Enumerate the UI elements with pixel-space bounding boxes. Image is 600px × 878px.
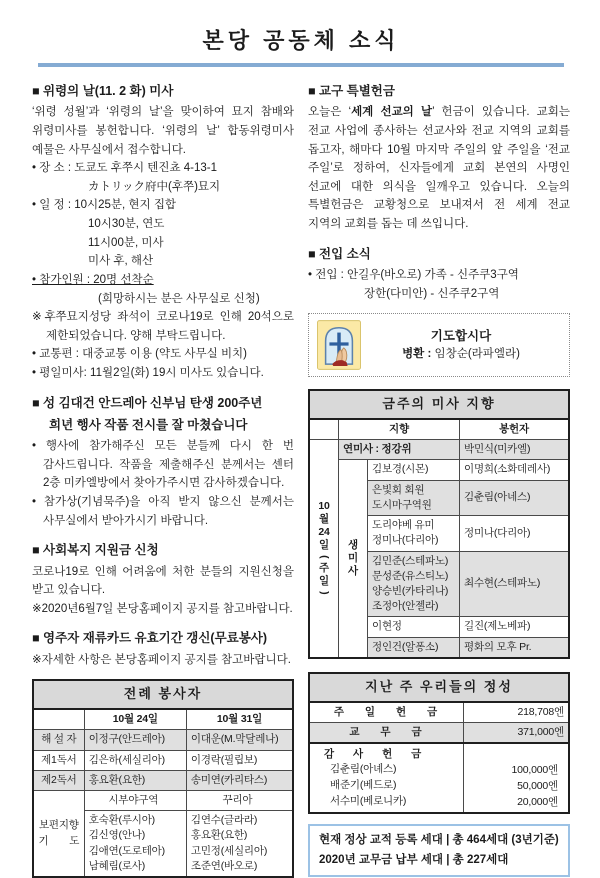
pray-box-value: 임창순(라파엘라) [434, 347, 520, 360]
mass-intention: 이현정 [368, 617, 460, 637]
mass-offerer: 평화의 모후 Pr. [460, 637, 570, 658]
thanks-value: 50,000엔 [517, 779, 558, 792]
liturgy-name: 홍요환(요한) [84, 770, 186, 790]
memorial-participants-note: (희망하시는 분은 사무실로 신청) [98, 292, 260, 305]
table-row [33, 730, 293, 750]
section-memorial-day [32, 81, 294, 383]
liturgy-prayer-role [33, 790, 84, 877]
thanks-offering-cell [309, 743, 464, 813]
anniversary-item: • 행사에 참가해주신 모든 분들께 다시 한 번 감사드립니다. 작품을 제출해주신 분께서는 센터 2층 미카엘방에서 찾아가주시면 감사하겠습니다. [32, 440, 294, 490]
household-stats-box [308, 824, 570, 876]
residence-note: ※자세한 사항은 본당홈페이지 공지를 참고바랍니다. [32, 653, 291, 666]
table-row [309, 440, 569, 460]
mass-table-title-row [309, 390, 569, 419]
offering-table-title-row [309, 673, 569, 702]
mass-intention: 은빛회 회원 도시마구역원 [368, 480, 460, 515]
liturgy-group: 시부야구역 [84, 790, 186, 810]
table-row [309, 743, 569, 813]
welfare-heading: ■ 사회복지 지원금 신청 [32, 543, 159, 558]
liturgy-table-title-row [33, 680, 293, 709]
pray-box-label: 병환 : [402, 347, 432, 360]
thanks-spacer [464, 746, 568, 763]
liturgy-name: 이정구(안드레아) [84, 730, 186, 750]
special-offering-heading: ■ 교구 특별헌금 [308, 84, 395, 98]
page-title: 본당 공동체 소식 [202, 28, 400, 53]
mass-header-row [309, 419, 569, 440]
liturgy-role: 해 설 자 [33, 730, 84, 750]
memorial-covid-note: ※후쭈묘지성당 좌석이 코로나19로 인해 20석으로 제한되었습니다. 양해 부탁드립니다. [32, 311, 294, 342]
household-stats-line1: 현재 정상 교적 등록 세대 | 총 464세대 (3년기준) [319, 834, 559, 847]
offering-label: 교 무 금 [309, 722, 464, 743]
mass-offerer: 길진(제노베파) [460, 617, 570, 637]
mass-intention: 도리야베 유미 정미나(다리아) [368, 516, 460, 551]
memorial-schedule-line: 미사 후, 해산 [88, 255, 154, 268]
memorial-heading: ■ 위령의 날(11. 2 화) 미사 [32, 84, 174, 98]
household-stats-line2: 2020년 교무금 납부 세대 | 총 227세대 [319, 854, 509, 867]
mass-requiem-intention: 연미사 : 정강위 [339, 440, 460, 460]
weekly-offering-table [308, 672, 570, 815]
thanks-value: 20,000엔 [517, 795, 558, 808]
liturgy-prayer-names-a [84, 811, 186, 877]
liturgy-group: 꾸리아 [186, 790, 293, 810]
liturgy-header-date2: 10월 31일 [186, 709, 293, 730]
mass-offerer: 김춘림(아네스) [460, 480, 570, 515]
special-offering-body [308, 103, 570, 233]
special-offering-text: 오늘은 ‘ [308, 106, 352, 119]
memorial-weekday-mass: • 평일미사: 11월2일(화) 19시 미사도 있습니다. [32, 367, 264, 379]
table-row [33, 770, 293, 790]
liturgy-name: 김연수(글라라) [190, 814, 258, 827]
welfare-body: 코로나19로 인해 어려움에 처한 분들의 지원신청을 받고 있습니다. [32, 565, 294, 597]
liturgy-name: 이경락(필립보) [186, 750, 293, 770]
liturgy-name: 남혜림(로사) [88, 859, 145, 872]
mass-requiem-offerer: 박민식(미카엘) [460, 440, 570, 460]
pray-box-title: 기도합시다 [430, 329, 492, 344]
memorial-schedule-line: 10시30분, 연도 [88, 218, 165, 230]
liturgy-prayer-role-line2: 기 도 [38, 834, 80, 847]
residence-heading: ■ 영주자 재류카드 유효기간 갱신(무료봉사) [32, 631, 268, 646]
left-column [32, 77, 294, 878]
mass-date-cell: 10 월 24 일 ( 주 일 ) [309, 440, 339, 658]
mass-table-title: 금주의 미사 지향 [309, 390, 569, 419]
special-offering-text: ’ 헌금이 있습니다. 교회는 전교 사업에 종사하는 선교사와 전교 지역의 교회를 돕고자, 해마다 10월 마지막 주일의 앞 주일을 ‘전교 주일’로 정하여, 신자들에게 교회 본연의 사명인 선교에 대한 의식을 일깨우고 있습니다. 오늘의 특별헌금은 교황청으로 보내져서 전 세계 전교 지역의 교회를 돕는 데 쓰입니다. [308, 106, 571, 230]
anniversary-item: • 참가상(기념묵주)을 아직 받지 않으신 분께서는 사무실에서 받아가시기 바랍니다. [32, 496, 294, 527]
special-offering-bold: 세계 선교의 날 [351, 106, 433, 119]
memorial-place-detail: カトリック府中(후쭈)묘지 [88, 180, 221, 193]
offering-value: 371,000엔 [464, 722, 570, 743]
memorial-schedule-line: 11시00분, 미사 [88, 236, 164, 249]
liturgy-header-empty [33, 709, 84, 730]
transfer-heading: ■ 전입 소식 [308, 246, 371, 261]
offering-label: 주 일 헌 금 [309, 702, 464, 723]
table-row [309, 460, 569, 480]
columns [32, 77, 570, 878]
liturgy-prayer-names-b [186, 811, 293, 877]
liturgy-name: 김신영(안나) [88, 829, 145, 842]
thanks-offering-label: 감 사 헌 금 [324, 747, 424, 760]
offering-table-title: 지난 주 우리들의 정성 [309, 673, 569, 702]
thanks-value: 100,000엔 [511, 764, 558, 777]
mass-intention: 김보경(시몬) [368, 460, 460, 480]
section-welfare [32, 540, 294, 618]
title-underline [38, 63, 564, 67]
pray-box-text [361, 327, 561, 363]
stained-glass-prayer-icon [317, 320, 361, 370]
thanks-name: 서수미(베로니카) [330, 794, 407, 807]
memorial-transport: • 교통편 : 대중교통 이용 (약도 사무실 비치) [32, 348, 247, 361]
liturgy-name: 김은하(세실리아) [84, 750, 186, 770]
table-row [309, 702, 569, 723]
mass-intention: 정인건(알퐁소) [368, 637, 460, 658]
table-row [33, 750, 293, 770]
pray-box-line [361, 346, 561, 363]
mass-header-intention: 지향 [339, 419, 460, 440]
transfer-line2: 장한(다미안) - 신주쿠2구역 [364, 287, 500, 300]
liturgy-name: 호숙환(루시아) [88, 814, 155, 827]
liturgy-header-row [33, 709, 293, 730]
liturgy-name: 홍요환(요한) [190, 829, 248, 842]
memorial-intro: ‘위령 성월’과 ‘위령의 날’을 맞이하여 묘지 참배와 위령미사를 봉헌합니다. ‘위령의 날’ 합동위령미사 예물은 사무실에서 접수합니다. [32, 106, 294, 156]
memorial-place: • 장 소 : 도쿄도 후쭈시 텐진쵸 4-13-1 [32, 162, 218, 175]
mass-intention-table [308, 389, 570, 659]
liturgy-volunteers-table [32, 679, 294, 878]
mass-intention: 김민준(스테파노) 문성준(유스티노) 양승빈(카타리나) 조정아(안젤라) [368, 551, 460, 617]
mass-offerer: 이명희(소화데레사) [460, 460, 570, 480]
section-transfer-news [308, 244, 570, 304]
liturgy-table-title: 전례 봉사자 [33, 680, 293, 709]
mass-header-offerer: 봉헌자 [460, 419, 570, 440]
mass-offerer: 정미나(다리아) [460, 516, 570, 551]
transfer-line1: • 전입 : 안길우(바오로) 가족 - 신주쿠3구역 [308, 268, 519, 281]
liturgy-role: 제1독서 [33, 750, 84, 770]
mass-offerer: 최수현(스테파노) [460, 551, 570, 617]
offering-value: 218,708엔 [464, 702, 570, 723]
right-column [308, 77, 570, 878]
pray-box [308, 313, 570, 377]
mass-living-cell: 생 미 사 [339, 460, 368, 658]
liturgy-role: 제2독서 [33, 770, 84, 790]
memorial-participants-text: • 참가인원 : 20명 선착순 [32, 273, 154, 286]
memorial-participants [32, 271, 294, 290]
section-residence-card [32, 628, 294, 669]
liturgy-prayer-role-line1: 보편지향 [38, 819, 79, 832]
liturgy-name: 조준연(바오로) [190, 859, 258, 872]
welfare-note: ※2020년6월7일 본당홈페이지 공지를 참고바랍니다. [32, 602, 293, 615]
mass-header-empty [309, 419, 339, 440]
section-special-offering [308, 81, 570, 234]
thanks-name: 배준기(베드로) [330, 778, 397, 791]
anniversary-heading-line1: ■ 성 김대건 안드레아 신부님 탄생 200주년 [32, 395, 263, 410]
table-row [309, 722, 569, 743]
liturgy-name: 송미연(카리타스) [186, 770, 293, 790]
thanks-values-cell [464, 743, 570, 813]
liturgy-name: 김애연(도로테아) [88, 844, 165, 857]
thanks-name: 김춘림(아녜스) [330, 763, 397, 776]
liturgy-name: 고민정(세실리아) [190, 844, 268, 857]
table-row [33, 790, 293, 810]
liturgy-header-date1: 10월 24일 [84, 709, 186, 730]
anniversary-heading-line2: 희년 행사 작품 전시를 잘 마쳤습니다 [49, 417, 248, 432]
section-anniversary [32, 393, 294, 531]
memorial-schedule: • 일 정 : 10시25분, 현지 집합 [32, 199, 177, 212]
liturgy-name: 이대운(M.막달레나) [186, 730, 293, 750]
